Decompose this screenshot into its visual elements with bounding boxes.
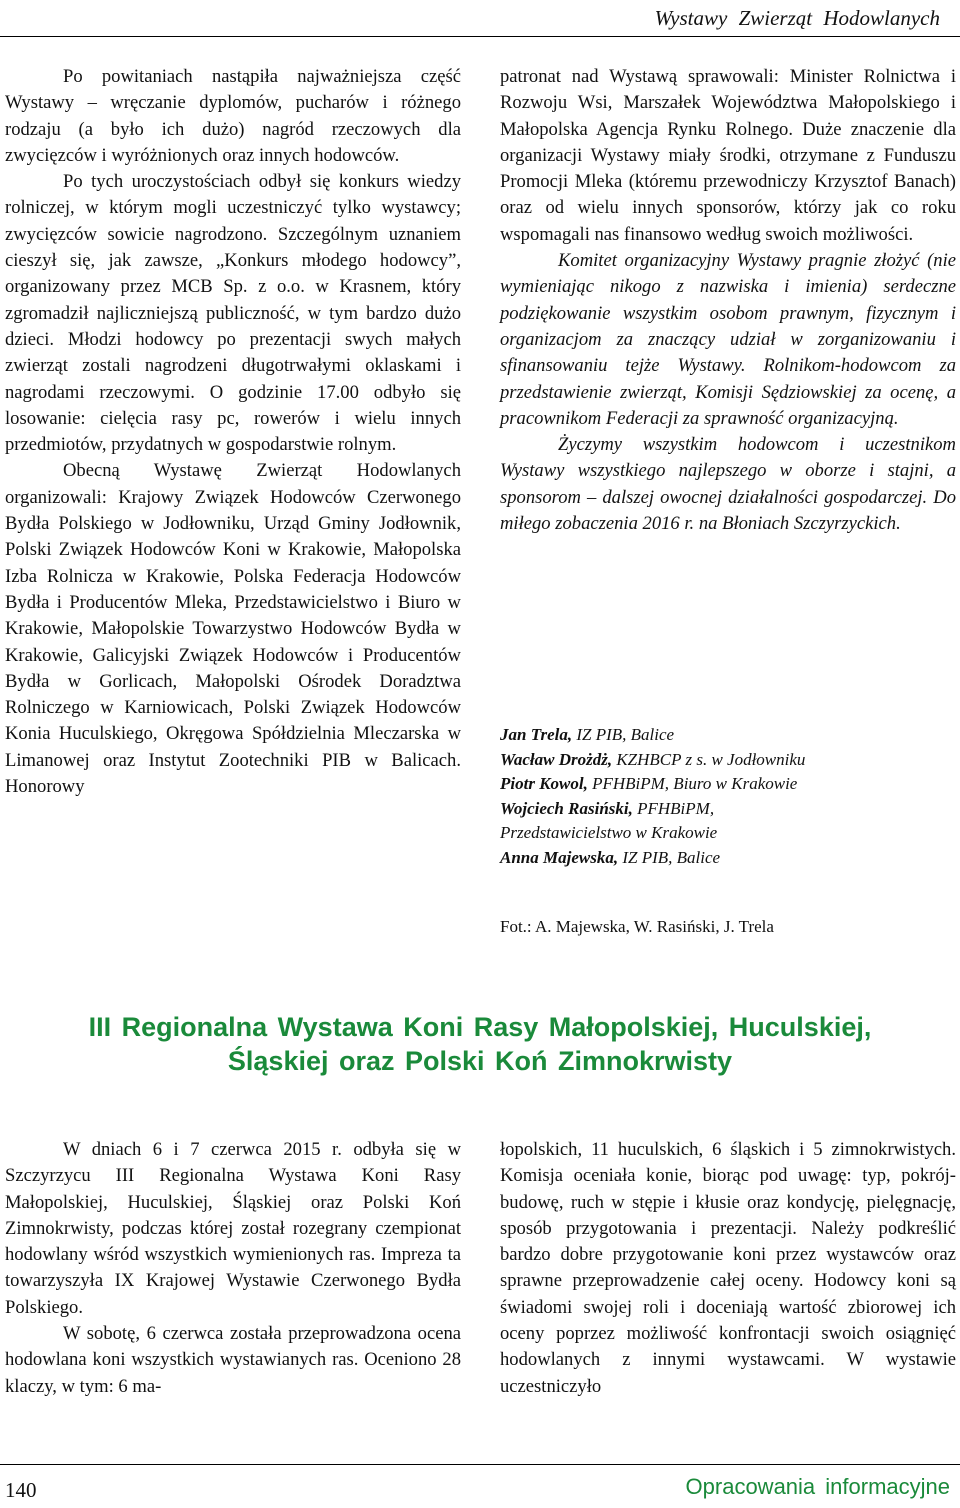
author-affiliation: IZ PIB, Balice — [572, 725, 675, 744]
headline-line: Śląskiej oraz Polski Koń Zimnokrwisty — [227, 1046, 733, 1076]
paragraph: patronat nad Wystawą sprawowali: Minister Rolnictwa i Rozwoju Wsi, Marszałek Województwa Małopolskiego i Małopolska Agencja Rynku Rolnego. Duże znaczenie dla organizacji Wystawy miały środki, otrzymane z Funduszu Promocji Mleka (któremu przewodniczy Krzysztof Banach) oraz od wielu innych sponsorów, którzy jak co roku wspomagali nas finansowo według swoich możliwości. — [500, 66, 956, 245]
author-line — [500, 748, 956, 773]
paragraph: łopolskich, 11 huculskich, 6 śląskich i 5 zimnokrwistych. Komisja oceniała konie, biorąc pod uwagę: typ, pokrój-budowę, ruch w stępie i kłusie oraz kondycję, pielęgnację, sposób przygotowania i prezentacji. Należy podkreślić bardzo dobre przygotowanie koni przez wystawców oraz sprawne przeprowadzenie całej oceny. Hodowcy koni są świadomi swojej roli i doceniają wartość zbiorowej ich oceny poprzez możliwość konfrontacji swoich osiągnięć hodowlanych z innymi wystawcami. W wystawie uczestniczyło — [500, 1139, 956, 1397]
author-line — [500, 723, 956, 748]
article-headline — [0, 1010, 960, 1078]
author-affiliation: PFHBiPM, — [632, 798, 715, 818]
article2-column-2 — [500, 1137, 956, 1400]
running-header: Wystawy Zwierząt Hodowlanych — [654, 6, 940, 30]
headline-line: III Regionalna Wystawa Koni Rasy Małopolskiej, Huculskiej, — [88, 1012, 872, 1042]
paragraph: W sobotę, 6 czerwca została przeprowadzona ocena hodowlana koni wszystkich wystawianych ras. Oceniono 28 klaczy, w tym: 6 ma- — [5, 1323, 461, 1397]
author-name: Anna Majewska, — [500, 847, 619, 867]
article1-column-1 — [5, 64, 461, 800]
author-line — [500, 772, 956, 797]
section-footer: Opracowania informacyjne — [685, 1474, 950, 1499]
author-signatures — [500, 723, 956, 870]
header-rule — [0, 36, 960, 37]
photo-credit: Fot.: A. Majewska, W. Rasiński, J. Trela — [500, 917, 774, 936]
author-affiliation: PFHBiPM, Biuro w Krakowie — [587, 774, 798, 793]
author-affiliation: Przedstawicielstwo w Krakowie — [500, 823, 718, 842]
paragraph: Obecną Wystawę Zwierząt Hodowlanych organizowali: Krajowy Związek Hodowców Czerwonego Bydła Polskiego w Jodłowniku, Urząd Gminy Jodłownik, Polski Związek Hodowców Koni w Krakowie, Małopolska Izba Rolnicza w Krakowie, Polska Federacja Hodowców Bydła i Producentów Mleka, Przedstawicielstwo i Biuro w Krakowie, Małopolskie Towarzystwo Hodowców Bydła w Krakowie, Galicyjski Związek Hodowców i Producentów Bydła w Gorlicach, Małopolski Ośrodek Doradztwa Rolniczego w Karniowicach, Polski Związek Hodowców Konia Huculskiego, Okręgowa Spółdzielnia Mleczarska w Limanowej oraz Instytut Zootechniki PIB w Balicach. Honorowy — [5, 460, 461, 798]
author-name: Jan Trela, — [500, 725, 573, 744]
author-name: Wacław Drożdż, — [500, 749, 613, 769]
paragraph: Po tych uroczystościach odbył się konkurs wiedzy rolniczej, w którym mogli uczestniczyć tylko wystawcy; zwycięzców sowicie nagrodzono. Szczególnym uznaniem cieszył się, jak zawsze, „Konkurs młodego hodowcy”, organizowany przez MCB Sp. z o.o. w Krasnem, który zgromadził najliczniejszą publiczność, w tym bardzo dużo dzieci. Młodzi hodowcy po prezentacji swych małych zwierząt zostali nagrodzeni długotrwałymi oklaskami i nagrodami rzeczowymi. O godzinie 17.00 odbyło się losowanie: cielęcia rasy pc, rowerów i wielu innych przedmiotów, przydatnych w gospodarstwie rolnym. — [5, 171, 461, 456]
paragraph: Po powitaniach nastąpiła najważniejsza część Wystawy – wręczanie dyplomów, pucharów i różnego rodzaju (a było ich dużo) nagród rzeczowych dla zwycięzców i wyróżnionych oraz innych hodowców. — [5, 66, 461, 166]
wishes-paragraph: Życzymy wszystkim hodowcom i uczestnikom Wystawy wszystkiego najlepszego w oborze i stajni, a sponsorom – dalszej owocnej działalności gospodarczej. Do miłego zobaczenia 2016 r. na Błoniach Szczyrzyckich. — [500, 434, 956, 535]
footer-rule — [0, 1464, 960, 1465]
author-affiliation: IZ PIB, Balice — [618, 847, 721, 867]
author-name: Wojciech Rasiński, — [500, 798, 633, 818]
author-line — [500, 846, 956, 871]
paragraph: W dniach 6 i 7 czerwca 2015 r. odbyła się w Szczyrzycu III Regionalna Wystawa Koni Rasy Małopolskiej, Huculskiej, Śląskiej oraz Polski Koń Zimnokrwisty, podczas której został rozegrany czempionat hodowlany wśród wszystkich wymienionych ras. Impreza ta towarzyszyła IX Krajowej Wystawie Czerwonego Bydła Polskiego. — [5, 1139, 461, 1318]
page-number: 140 — [5, 1478, 37, 1502]
thanks-paragraph: Komitet organizacyjny Wystawy pragnie złożyć (nie wymieniając nikogo z nazwiska i imienia) serdeczne podziękowanie wszystkim osobom prawnym, fizycznym i organizacjom za znaczący udział w zorganizowaniu i sfinansowaniu tejże Wystawy. Rolnikom-hodowcom za przedstawienie zwierząt, Komisji Sędziowskiej za ocenę, a pracownikom Federacji za sprawność organizacyjną. — [500, 250, 956, 429]
author-line — [500, 797, 956, 822]
author-name: Piotr Kowol, — [500, 774, 588, 793]
article1-column-2 — [500, 64, 956, 537]
author-line — [500, 821, 956, 846]
article2-column-1 — [5, 1137, 461, 1400]
author-affiliation: KZHBCP z s. w Jodłowniku — [612, 749, 806, 769]
